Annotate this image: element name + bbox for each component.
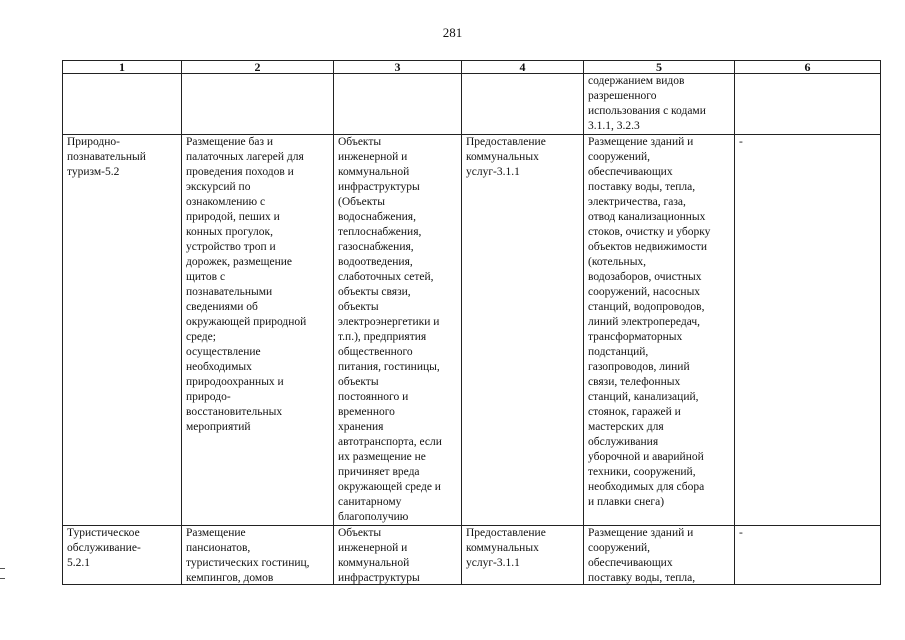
cell-use-type [63, 135, 182, 526]
page-number: 281 [442, 25, 463, 40]
auxiliary-objects-text: Объекты инженерной и коммунальной инфраструктуры [338, 527, 420, 584]
cell-use-description [182, 526, 334, 585]
column-header-1: 1 [63, 61, 182, 74]
scan-edge-mark [0, 568, 5, 569]
column-header-4: 4 [462, 61, 584, 74]
column-header-5: 5 [584, 61, 735, 74]
cell-conditional-use [462, 526, 584, 585]
use-type-text: Туристическое обслуживание- 5.2.1 [67, 527, 141, 569]
cont-cell-6 [735, 74, 881, 135]
column-header-2: 2 [182, 61, 334, 74]
use-description-text: Размещение баз и палаточных лагерей для проведения походов и экскурсий по ознакомлению с природой, пеших и конных прогулок, устройство троп и дорожек, размещение щитов с познавательными сведениями об окружающей природной среде; осуществление необходимых природоохранных и природо- восстановительных мероприятий [186, 136, 307, 433]
land-use-table [62, 60, 881, 585]
cell-auxiliary-objects [334, 526, 462, 585]
cont-cell-2 [182, 74, 334, 135]
cell-conditional-use [462, 135, 584, 526]
continuation-row [63, 74, 881, 135]
use-description-text: Размещение пансионатов, туристических гостиниц, кемпингов, домов [186, 527, 310, 584]
cont-cell-4 [462, 74, 584, 135]
conditional-use-text: Предоставление коммунальных услуг-3.1.1 [466, 136, 546, 178]
cell-conditional-description [584, 526, 735, 585]
conditional-description-text: Размещение зданий и сооружений, обеспечивающих поставку воды, тепла, [588, 527, 696, 584]
cell-col6 [735, 526, 881, 585]
col6-text: - [739, 136, 743, 148]
cont-text: содержанием видов разрешенного использования с кодами 3.1.1, 3.2.3 [588, 75, 706, 132]
cell-col6 [735, 135, 881, 526]
cell-use-type [63, 526, 182, 585]
col6-text: - [739, 527, 743, 539]
column-header-3: 3 [334, 61, 462, 74]
conditional-use-text: Предоставление коммунальных услуг-3.1.1 [466, 527, 546, 569]
column-header-6: 6 [735, 61, 881, 74]
use-type-text: Природно- познавательный туризм-5.2 [67, 136, 146, 178]
scan-edge-mark [0, 578, 5, 579]
conditional-description-text: Размещение зданий и сооружений, обеспечивающих поставку воды, тепла, электричества, газа, отвод канализационных стоков, очистку и уборку объектов недвижимости (котельных, водозаборов, очистных сооружений, насосных станций, водопроводов, линий электропередач, трансформаторных подстанций, газопроводов, линий связи, телефонных станций, канализаций, стоянок, гаражей и мастерских для обслуживания уборочной и аварийной техники, сооружений, необходимых для сбора и плавки снега) [588, 136, 711, 508]
table-row-tourist-services [63, 526, 881, 585]
header-row [63, 61, 881, 74]
cont-cell-5 [584, 74, 735, 135]
cont-cell-1 [63, 74, 182, 135]
cell-auxiliary-objects [334, 135, 462, 526]
cell-conditional-description [584, 135, 735, 526]
table-row-nature-tourism [63, 135, 881, 526]
cont-cell-3 [334, 74, 462, 135]
cell-use-description [182, 135, 334, 526]
auxiliary-objects-text: Объекты инженерной и коммунальной инфраструктуры (Объекты водоснабжения, теплоснабжения, газоснабжения, водоотведения, слаботочных сетей, объекты связи, объекты электроэнергетики и т.п.), предприятия общественного питания, гостиницы, объекты постоянного и временного хранения автотранспорта, если их размещение не причиняет вреда окружающей среде и санитарному благополучию [338, 136, 442, 523]
